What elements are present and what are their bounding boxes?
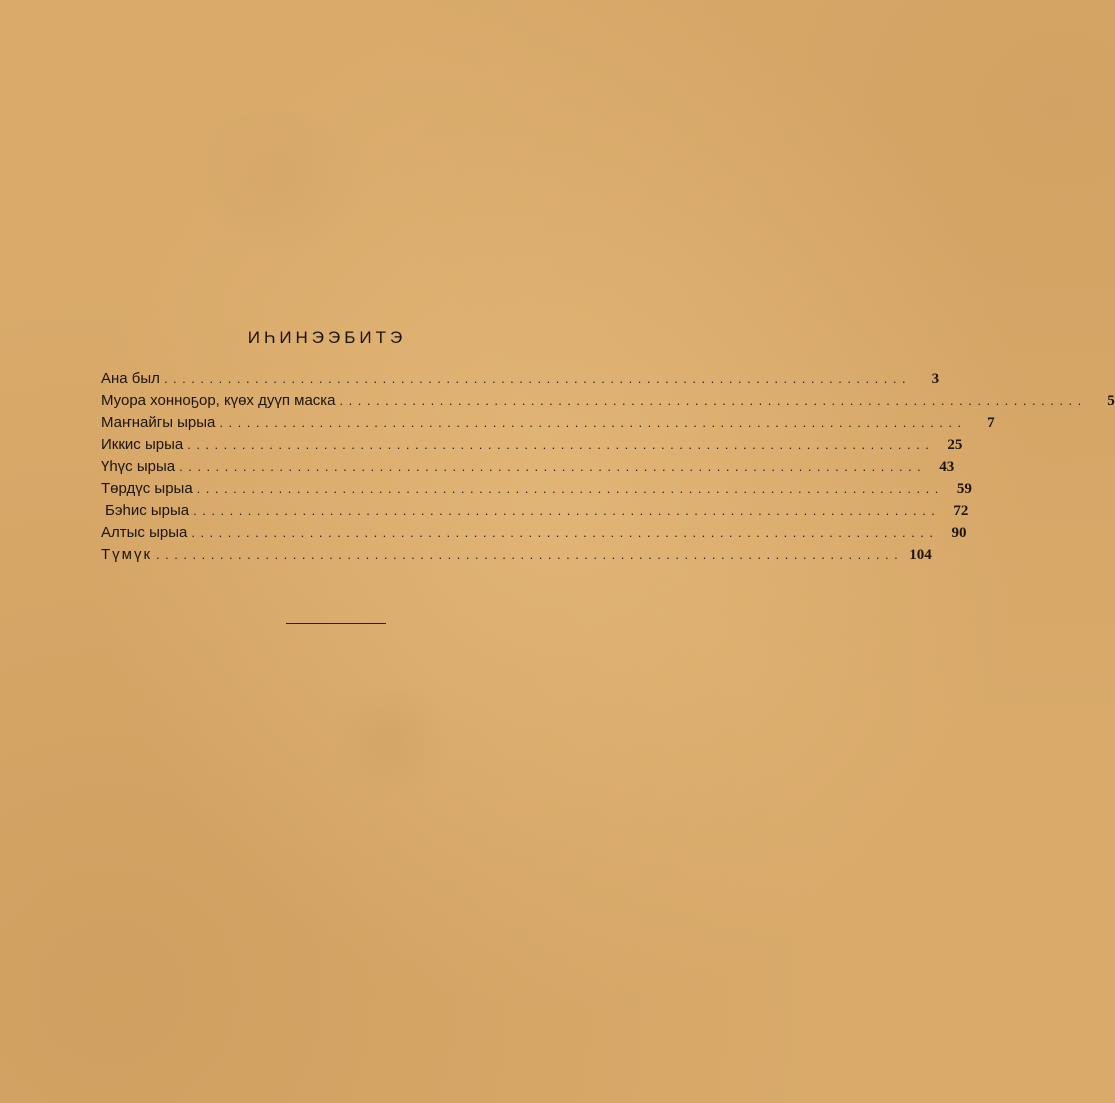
dot-leader: .................................................................................. — [193, 503, 941, 518]
toc-entry — [101, 414, 995, 436]
dot-leader: .................................................................................. — [219, 415, 967, 430]
toc-entry-page: 90 — [951, 525, 967, 541]
toc-entry-label: Алтыс ырыа — [101, 524, 188, 541]
dot-leader: .................................................................................. — [196, 481, 944, 496]
toc-entry-page: 25 — [947, 437, 963, 453]
toc-entry-label: Бэһис ырыа — [105, 502, 190, 519]
toc-entry-page: 7 — [987, 415, 995, 431]
paper-stain — [330, 680, 450, 800]
table-of-contents — [101, 370, 1115, 568]
toc-entry — [101, 524, 967, 546]
toc-entry — [101, 546, 932, 568]
toc-title: ИҺИНЭЭБИТЭ — [247, 328, 407, 347]
dot-leader: .................................................................................. — [339, 393, 1087, 408]
toc-entry — [101, 370, 940, 392]
toc-entry — [101, 458, 955, 480]
toc-entry — [101, 480, 972, 502]
dot-leader: .................................................................................. — [187, 437, 935, 452]
toc-entry-label: Төрдүс ырыа — [101, 480, 193, 497]
dot-leader: .................................................................................. — [163, 371, 912, 386]
dot-leader: .................................................................................. — [156, 547, 904, 562]
toc-entry-page: 3 — [931, 371, 940, 387]
toc-entry-page: 5 — [1107, 393, 1115, 409]
toc-entry — [101, 392, 1115, 414]
toc-entry-page: 72 — [953, 503, 969, 519]
toc-entry-label: Ана был — [101, 370, 160, 387]
toc-entry-label: Маҥнайгы ырыа — [101, 414, 216, 431]
toc-entry-label: Үһүс ырыа — [101, 458, 176, 475]
toc-entry — [101, 436, 963, 458]
paper-stain — [180, 110, 380, 250]
toc-entry-label: Муора хонноҕор, күөх дуүп маска — [101, 392, 336, 409]
toc-entry-page: 43 — [939, 459, 955, 475]
toc-entry-page: 59 — [956, 481, 972, 497]
toc-entry-label: Иккис ырыа — [101, 436, 184, 453]
dot-leader: .................................................................................. — [179, 459, 927, 474]
dot-leader: .................................................................................. — [191, 525, 939, 540]
toc-entry-label: Түмүк — [101, 546, 153, 563]
toc-entry-page: 104 — [909, 547, 932, 563]
section-divider — [286, 623, 386, 624]
toc-entry — [101, 502, 969, 524]
